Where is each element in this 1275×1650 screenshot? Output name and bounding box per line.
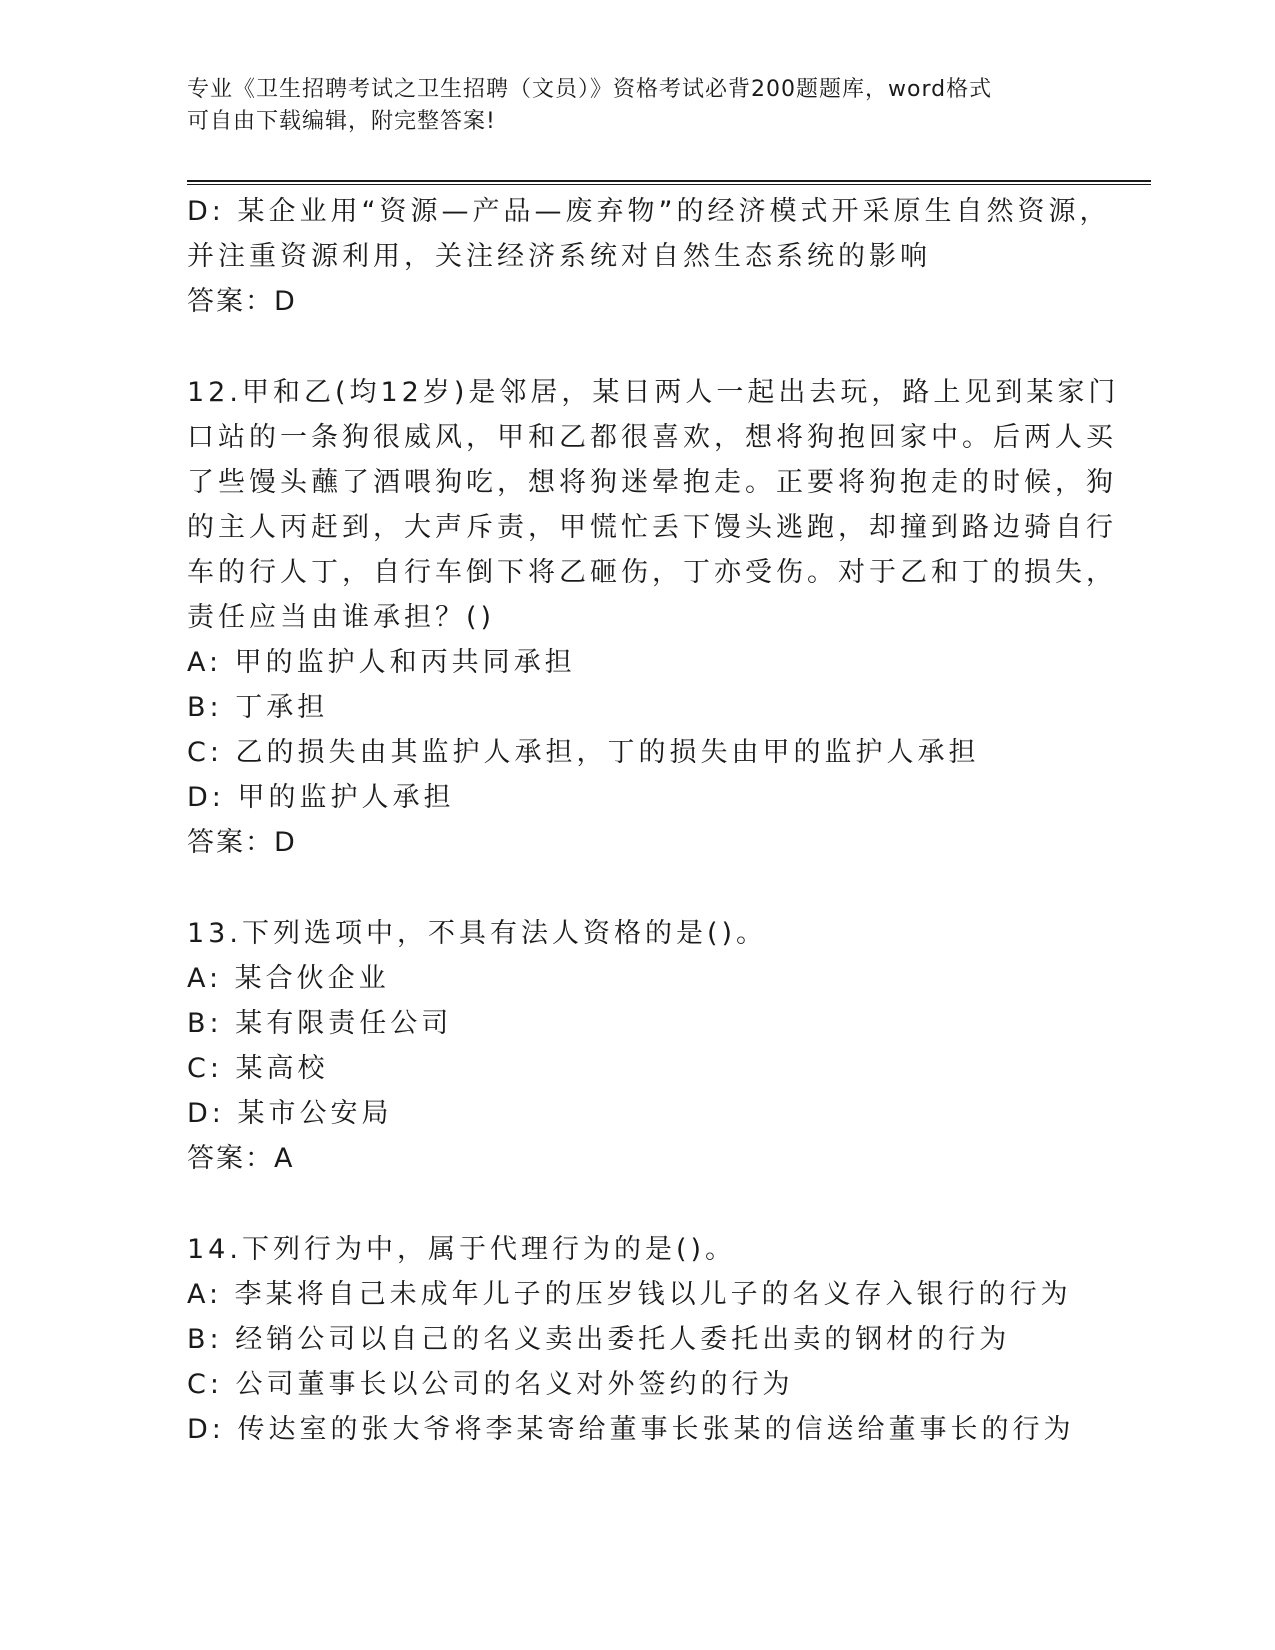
header-line-1: 专业《卫生招聘考试之卫生招聘（文员）》资格考试必背200题题库，word格式 [187, 77, 993, 102]
option-d: D: 某市公安局 [187, 1098, 393, 1129]
question-text-line: 12.甲和乙(均12岁)是邻居，某日两人一起出去玩，路上见到某家门 [187, 377, 1120, 408]
question-text-line: 了些馒头蘸了酒喂狗吃，想将狗迷晕抱走。正要将狗抱走的时候，狗 [187, 467, 1117, 498]
option-d-continued: 并注重资源利用，关注经济系统对自然生态系统的影响 [187, 241, 931, 272]
option-c: C: 某高校 [187, 1053, 329, 1084]
question-12 [187, 370, 1120, 865]
question-text-line: 的主人丙赶到，大声斥责，甲慌忙丢下馒头逃跑，却撞到路边骑自行 [187, 512, 1117, 543]
header-line-2: 可自由下载编辑，附完整答案! [187, 109, 496, 134]
option-d: D: 甲的监护人承担 [187, 782, 455, 813]
option-b: B: 丁承担 [187, 692, 329, 723]
header-rule-thin [187, 184, 1151, 185]
option-a: A: 甲的监护人和丙共同承担 [187, 647, 576, 678]
option-d: D: 传达室的张大爷将李某寄给董事长张某的信送给董事长的行为 [187, 1414, 1075, 1445]
option-c: C: 公司董事长以公司的名义对外签约的行为 [187, 1369, 794, 1400]
option-d: D: 某企业用“资源—产品—废弃物”的经济模式开采原生自然资源， [187, 196, 1111, 227]
option-b: B: 经销公司以自己的名义卖出委托人委托出卖的钢材的行为 [187, 1324, 1011, 1355]
question-text: 13.下列选项中，不具有法人资格的是()。 [187, 918, 768, 949]
question-11-fragment [187, 189, 1111, 324]
question-content [187, 189, 1120, 1452]
option-a: A: 李某将自己未成年儿子的压岁钱以儿子的名义存入银行的行为 [187, 1279, 1072, 1310]
answer: 答案：A [187, 1143, 295, 1174]
question-text: 14.下列行为中，属于代理行为的是()。 [187, 1234, 737, 1265]
question-14 [187, 1227, 1087, 1452]
question-13 [187, 911, 1087, 1181]
option-a: A: 某合伙企业 [187, 963, 390, 994]
option-c: C: 乙的损失由其监护人承担，丁的损失由甲的监护人承担 [187, 737, 980, 768]
option-b: B: 某有限责任公司 [187, 1008, 453, 1039]
answer: 答案：D [187, 827, 297, 858]
document-header [187, 74, 1087, 138]
header-rule [187, 180, 1151, 182]
question-text-line: 口站的一条狗很威风，甲和乙都很喜欢，想将狗抱回家中。后两人买 [187, 422, 1117, 453]
question-text-line: 责任应当由谁承担？() [187, 602, 496, 633]
question-text-line: 车的行人丁，自行车倒下将乙砸伤，丁亦受伤。对于乙和丁的损失， [187, 557, 1117, 588]
answer: 答案：D [187, 286, 297, 317]
